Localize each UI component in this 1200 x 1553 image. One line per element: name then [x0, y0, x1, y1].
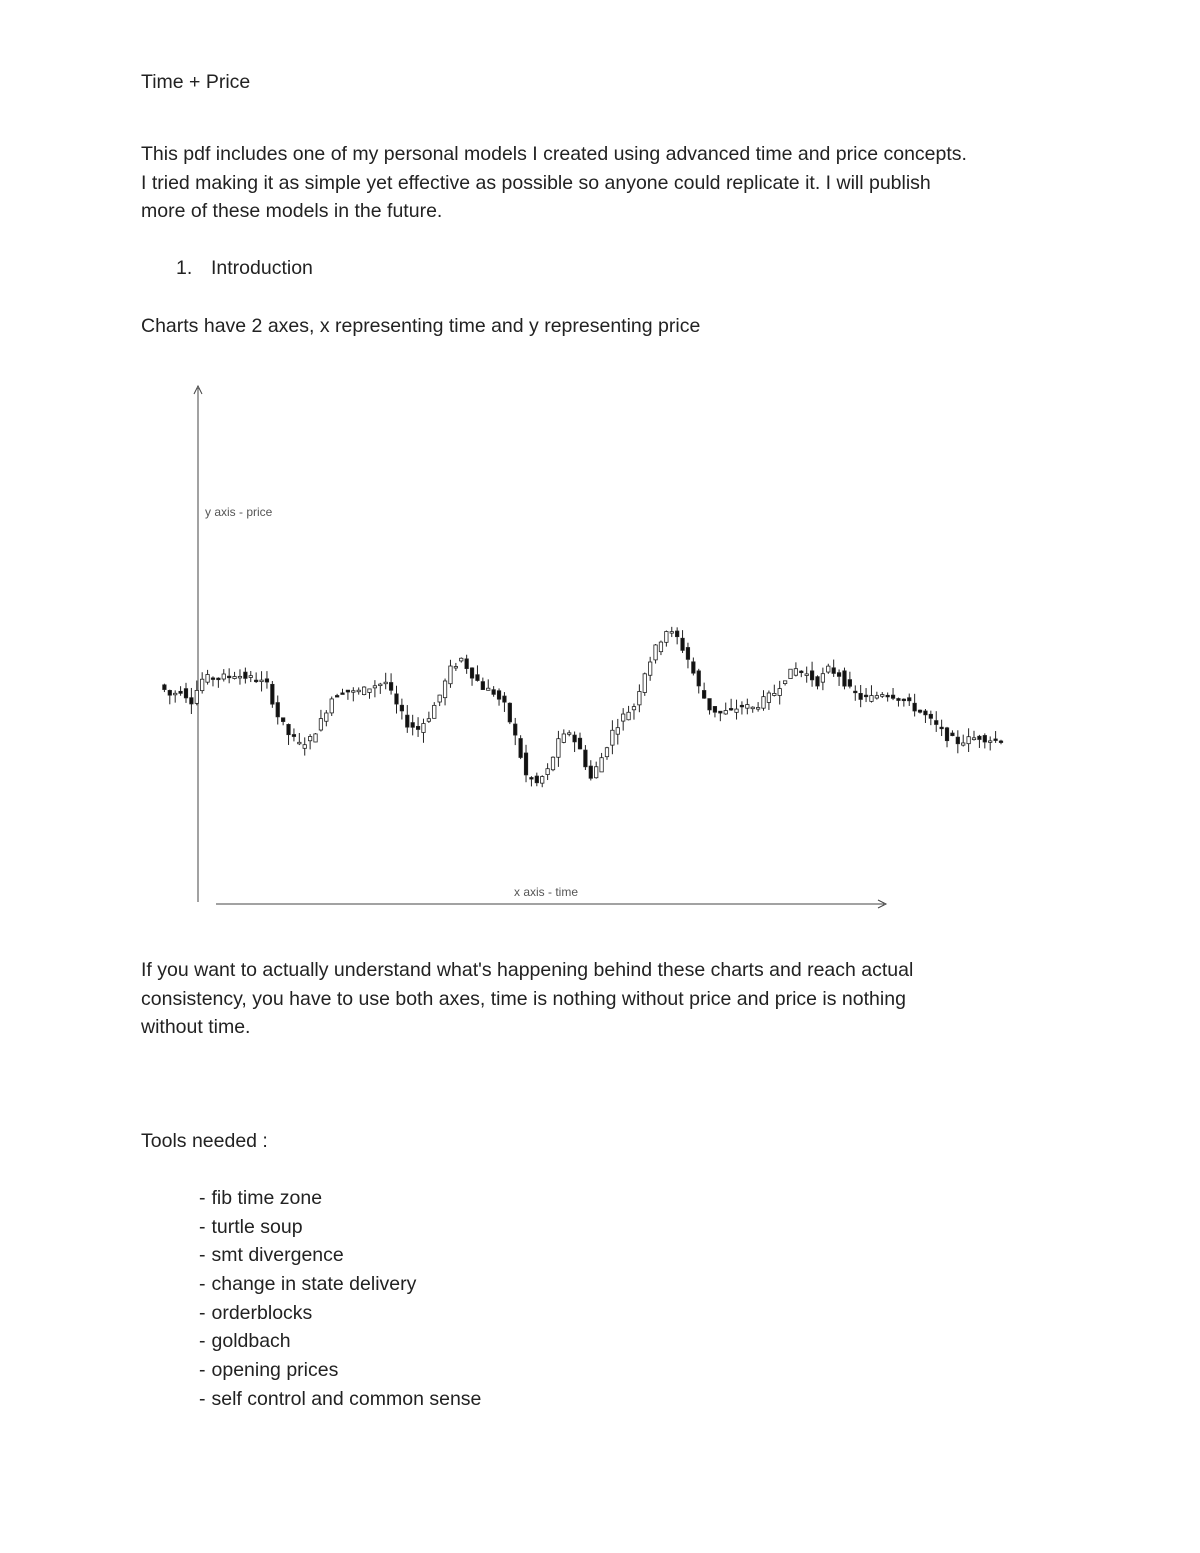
candle-body: [794, 669, 797, 676]
list-item: - change in state delivery: [199, 1273, 417, 1296]
section-title: Introduction: [211, 257, 313, 279]
candle-body: [173, 693, 176, 695]
candle-body: [476, 675, 479, 681]
candle-body: [470, 668, 473, 678]
candle-body: [659, 642, 662, 652]
candle-body: [735, 709, 738, 712]
candle-body: [827, 666, 830, 672]
tool-label: orderblocks: [211, 1301, 313, 1324]
candle-body: [200, 679, 203, 690]
candle-body: [594, 767, 597, 778]
candle-body: [837, 673, 840, 677]
candle-body: [362, 687, 365, 695]
candle-body: [832, 668, 835, 674]
candle-body: [951, 733, 954, 736]
candle-body: [497, 691, 500, 699]
candle-body: [384, 682, 387, 684]
candle-body: [368, 689, 371, 693]
candle-body: [535, 776, 538, 783]
candle-body: [492, 690, 495, 695]
candle-body: [530, 778, 533, 780]
candle-body: [514, 724, 517, 735]
tool-label: smt divergence: [211, 1244, 344, 1267]
axes-illustration-svg: [150, 380, 1020, 915]
candle-body: [805, 674, 808, 676]
candle-body: [778, 689, 781, 696]
candle-body: [254, 680, 257, 682]
candle-body: [740, 705, 743, 707]
candle-body: [211, 678, 214, 680]
candle-body: [449, 666, 452, 684]
candle-body: [373, 686, 376, 688]
candle-body: [217, 678, 220, 680]
candle-body: [746, 705, 749, 709]
intro-line: more of these models in the future.: [141, 200, 443, 223]
candle-body: [994, 739, 997, 741]
intro-paragraph: [141, 140, 1081, 226]
tool-label: fib time zone: [211, 1187, 323, 1209]
candle-body: [621, 714, 624, 721]
candle-body: [427, 719, 430, 722]
candle-body: [924, 711, 927, 715]
list-item: - opening prices: [199, 1359, 339, 1382]
candle-body: [681, 638, 684, 650]
candle-body: [578, 738, 581, 749]
candle-body: [675, 631, 678, 637]
candle-body: [319, 719, 322, 730]
candle-body: [163, 685, 166, 690]
candle-body: [292, 735, 295, 737]
candle-body: [632, 707, 635, 710]
candle-body: [665, 632, 668, 643]
candle-body: [821, 674, 824, 682]
candle-body: [918, 710, 921, 712]
candle-body: [902, 699, 905, 701]
candle-body: [686, 648, 689, 660]
list-item: - turtle soup: [199, 1215, 303, 1238]
candle-body: [406, 715, 409, 727]
x-axis-label: x axis - time: [514, 885, 579, 899]
tools-list: [199, 1184, 481, 1414]
candle-body: [956, 737, 959, 744]
candle-body: [940, 727, 943, 729]
list-item: - orderblocks: [199, 1301, 313, 1324]
candle-body: [422, 724, 425, 733]
candle-body: [875, 696, 878, 698]
candle-body: [465, 659, 468, 669]
candle-body: [962, 743, 965, 745]
candle-body: [789, 669, 792, 678]
candle-body: [206, 675, 209, 683]
candle-body: [357, 690, 360, 692]
tool-label: opening prices: [211, 1359, 339, 1382]
candle-body: [443, 681, 446, 698]
candle-body: [989, 741, 992, 743]
candle-body: [859, 693, 862, 699]
candle-body: [670, 632, 673, 634]
axes-illustration: [150, 380, 1020, 915]
tools-heading: Tools needed :: [141, 1130, 268, 1152]
candle-body: [843, 671, 846, 686]
candle-body: [460, 658, 463, 661]
list-item: - goldbach: [199, 1330, 291, 1353]
candle-body: [627, 712, 630, 719]
candle-body: [244, 672, 247, 678]
y-axis-label: y axis - price: [205, 505, 273, 519]
intro-line: I tried making it as simple yet effective as possible so anyone could replicate it. I will publish: [141, 171, 931, 194]
candle-body: [551, 757, 554, 770]
candle-body: [983, 735, 986, 741]
candle-body: [751, 707, 754, 709]
candle-body: [303, 745, 306, 749]
candle-body: [999, 741, 1002, 743]
candle-body: [227, 676, 230, 678]
candle-body: [508, 703, 511, 722]
candle-body: [352, 691, 355, 693]
candle-body: [276, 703, 279, 717]
candle-body: [897, 699, 900, 701]
candle-body: [767, 693, 770, 702]
tool-label: goldbach: [211, 1330, 291, 1353]
candle-body: [438, 695, 441, 702]
candle-body: [411, 723, 414, 728]
candle-body: [379, 684, 382, 686]
candle-body: [713, 706, 716, 712]
charts-sentence: Charts have 2 axes, x representing time and y representing price: [141, 315, 701, 337]
candle-body: [249, 676, 252, 678]
tool-label: change in state delivery: [211, 1273, 417, 1296]
candle-body: [184, 689, 187, 698]
candle-body: [854, 691, 857, 693]
candle-body: [762, 697, 765, 709]
understanding-line: If you want to actually understand what's happening behind these charts and reach actual: [141, 959, 914, 981]
candle-body: [416, 726, 419, 729]
candle-body: [330, 699, 333, 713]
candle-body: [346, 690, 349, 692]
section-number: 1.: [176, 257, 193, 279]
list-item: - fib time zone: [199, 1187, 323, 1209]
candle-body: [503, 696, 506, 702]
candle-body: [611, 730, 614, 745]
list-item: - self control and common sense: [199, 1387, 482, 1410]
candle-body: [281, 718, 284, 722]
candle-body: [335, 696, 338, 698]
candle-body: [978, 736, 981, 739]
candle-body: [891, 695, 894, 698]
candle-body: [222, 674, 225, 679]
candle-body: [935, 721, 938, 725]
candle-body: [697, 671, 700, 686]
candle-body: [265, 679, 268, 682]
candle-body: [179, 691, 182, 693]
candle-body: [870, 696, 873, 702]
candle-body: [260, 680, 263, 682]
candle-body: [233, 677, 236, 679]
candle-body: [341, 693, 344, 695]
candle-body: [190, 698, 193, 704]
candle-body: [848, 680, 851, 687]
list-item: - smt divergence: [199, 1244, 344, 1267]
candle-body: [562, 734, 565, 742]
candle-body: [648, 662, 651, 675]
candle-body: [541, 777, 544, 784]
candle-body: [195, 690, 198, 703]
candle-body: [395, 694, 398, 704]
candle-body: [287, 724, 290, 734]
candle-body: [886, 695, 889, 697]
candle-body: [881, 695, 884, 697]
candle-body: [589, 766, 592, 778]
understanding-paragraph: [141, 956, 1041, 1042]
candle-body: [816, 677, 819, 686]
candle-body: [616, 728, 619, 735]
tool-label: self control and common sense: [211, 1387, 482, 1410]
candle-body: [584, 750, 587, 767]
candle-body: [864, 695, 867, 697]
candle-body: [168, 690, 171, 695]
candle-body: [487, 688, 490, 690]
candle-body: [298, 742, 301, 744]
candle-body: [800, 671, 803, 673]
candle-body: [325, 713, 328, 721]
candle-body: [719, 711, 722, 713]
candle-body: [546, 769, 549, 775]
section-heading-introduction: [176, 254, 313, 283]
candle-body: [783, 681, 786, 684]
candle-body: [481, 682, 484, 690]
candle-body: [708, 699, 711, 710]
candle-body: [573, 735, 576, 742]
candle-body: [271, 684, 274, 704]
candle-body: [654, 645, 657, 660]
candle-body: [692, 662, 695, 673]
candle-body: [702, 690, 705, 698]
candle-body: [314, 734, 317, 742]
candle-body: [756, 707, 759, 709]
candle-body: [967, 737, 970, 744]
candle-body: [557, 739, 560, 758]
candle-body: [389, 683, 392, 691]
understanding-line: consistency, you have to use both axes, time is nothing without price and price is nothing: [141, 987, 906, 1010]
candle-body: [454, 667, 457, 669]
candle-body: [605, 748, 608, 757]
candle-body: [524, 753, 527, 775]
candle-body: [568, 733, 571, 735]
candle-body: [308, 737, 311, 741]
candle-body: [600, 758, 603, 772]
candle-body: [724, 711, 727, 714]
candle-body: [908, 698, 911, 701]
candle-body: [945, 728, 948, 741]
candle-body: [810, 671, 813, 680]
candle-body: [400, 705, 403, 711]
candle-body: [238, 676, 241, 678]
document-title: Time + Price: [141, 71, 251, 93]
candle-body: [929, 714, 932, 718]
tool-label: turtle soup: [211, 1215, 303, 1238]
candle-body: [638, 691, 641, 704]
candle-body: [643, 674, 646, 693]
candle-body: [972, 738, 975, 740]
candle-body: [729, 708, 732, 710]
candlestick-series: [163, 627, 1003, 787]
candle-body: [913, 703, 916, 711]
intro-line: This pdf includes one of my personal models I created using advanced time and price concepts.: [141, 143, 967, 165]
candle-body: [773, 693, 776, 695]
candle-body: [433, 705, 436, 718]
candle-body: [519, 739, 522, 758]
understanding-line: without time.: [141, 1016, 251, 1039]
